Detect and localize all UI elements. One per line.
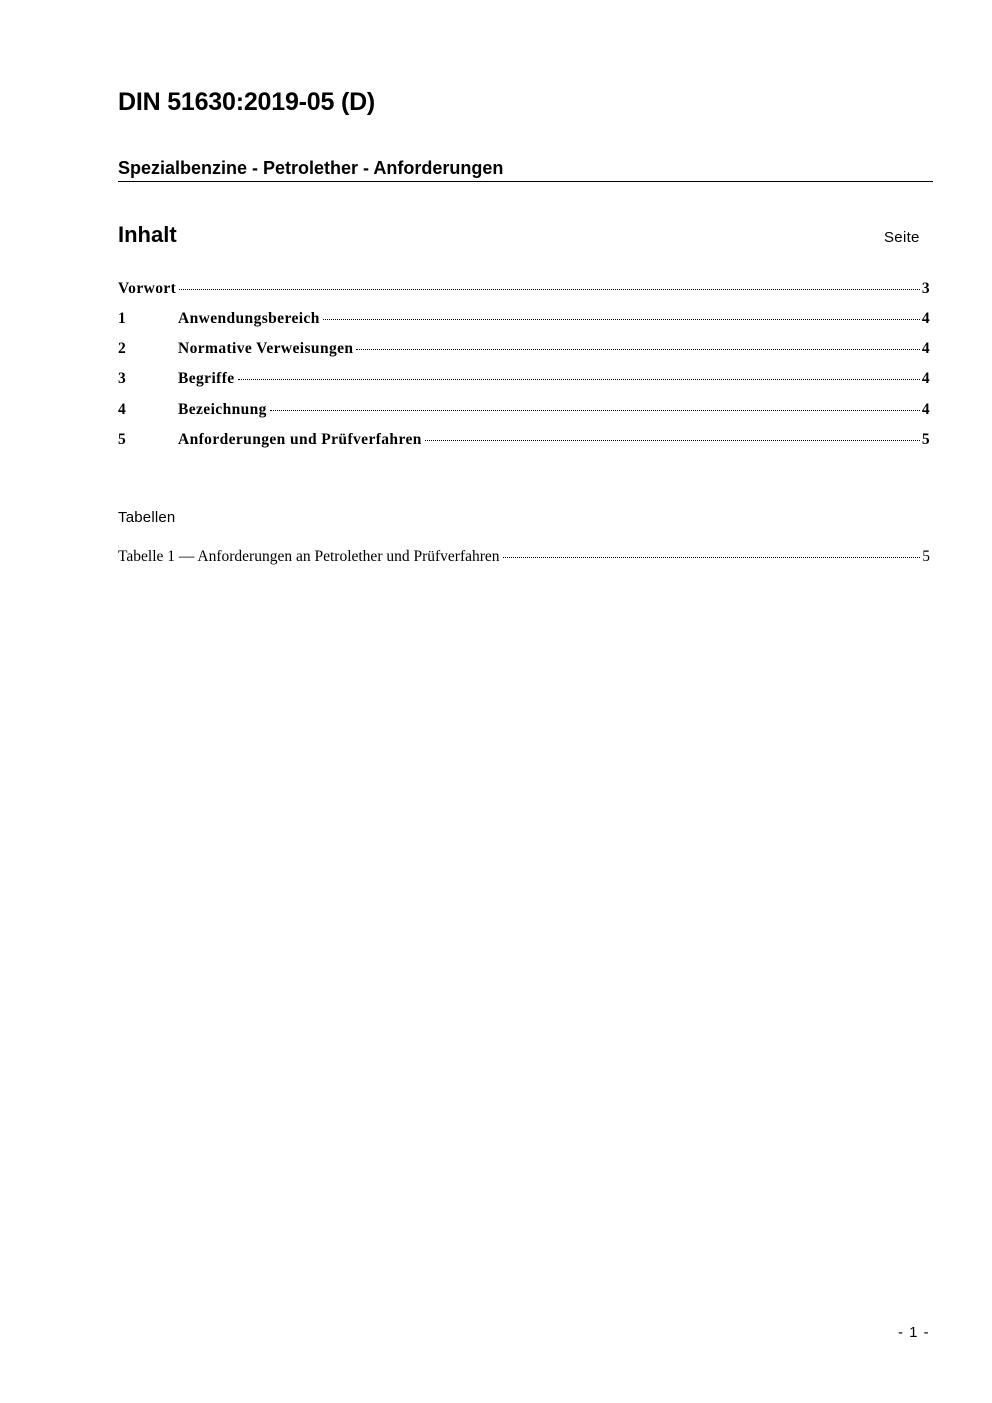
toc-entry-page: 4: [921, 340, 930, 357]
document-subtitle: Spezialbenzine - Petrolether - Anforderungen: [118, 158, 933, 182]
toc-entry-label: Anwendungsbereich: [178, 310, 320, 327]
toc-entry-label: Bezeichnung: [178, 401, 267, 418]
table-entry-1[interactable]: [118, 548, 930, 570]
toc-entry-1[interactable]: [118, 310, 930, 332]
table-entry-label: Tabelle 1 — Anforderungen an Petrolether und Prüfverfahren: [118, 548, 500, 565]
toc-entry-5[interactable]: [118, 431, 930, 453]
tables-heading: Tabellen: [118, 509, 176, 526]
toc-entry-number: 1: [118, 310, 127, 327]
toc-entry-vorwort[interactable]: [118, 280, 930, 302]
toc-entry-page: 5: [921, 431, 930, 448]
toc-dot-leader: [425, 440, 920, 441]
table-entry-page: 5: [922, 548, 930, 565]
toc-entry-label: Anforderungen und Prüfverfahren: [178, 431, 422, 448]
table-dot-leader: [503, 557, 921, 558]
toc-entry-4[interactable]: [118, 401, 930, 423]
document-title: DIN 51630:2019-05 (D): [118, 88, 376, 116]
toc-entry-page: 4: [921, 401, 930, 418]
toc-heading: Inhalt: [118, 222, 177, 247]
toc-dot-leader: [238, 379, 920, 380]
toc-entry-number: 2: [118, 340, 127, 357]
toc-entry-number: 3: [118, 370, 127, 387]
toc-page-column-label: Seite: [884, 229, 920, 246]
toc-entry-number: 4: [118, 401, 127, 418]
toc-dot-leader: [356, 349, 919, 350]
toc-entry-number: 5: [118, 431, 127, 448]
toc-entry-label: Normative Verweisungen: [178, 340, 354, 357]
toc-entry-label: Vorwort: [118, 280, 177, 297]
toc-entry-label: Begriffe: [178, 370, 235, 387]
page-number: - 1 -: [898, 1324, 930, 1341]
toc-entry-page: 4: [921, 370, 930, 387]
toc-dot-leader: [179, 289, 920, 290]
toc-dot-leader: [270, 410, 920, 411]
toc-entry-page: 4: [921, 310, 930, 327]
toc-dot-leader: [323, 319, 920, 320]
toc-entry-page: 3: [921, 280, 930, 297]
toc-entry-2[interactable]: [118, 340, 930, 362]
toc-entry-3[interactable]: [118, 370, 930, 392]
